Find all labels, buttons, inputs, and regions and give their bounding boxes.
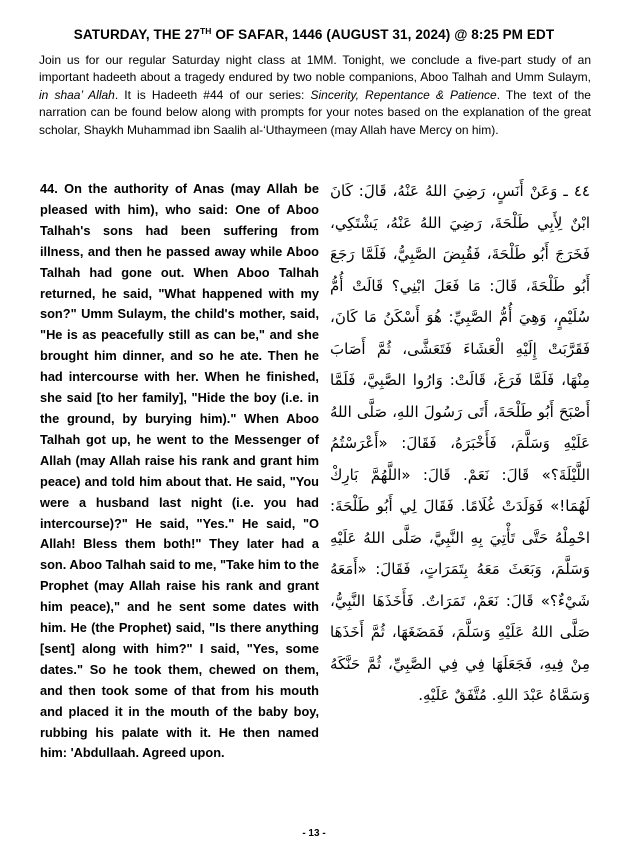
page-number: - 13 - — [302, 828, 326, 839]
title-date: SATURDAY, THE 27 — [73, 27, 200, 42]
hadeeth-english-text: 44. On the authority of Anas (may Allah be pleased with him), who said: One of Aboo Talhah's sons had been suffering from illness, and then he passed away while Aboo Talhah had gone out. When Aboo Talhah returned, he said, "What happened with my son?" Umm Sulaym, the child's mother, said, "He is as peacefully still as can be," and she brought him dinner, and so he ate. Then he had intercourse with her. When he finished, she said [to her family], "Hide the boy (i.e. in the ground, by burying him)." When Aboo Talhah got up, he went to the Messenger of Allah (may Allah raise his rank and grant him peace) and told him about that. He said, "You were a husband last night (i.e. you had intercourse)?" He said, "Yes." He said, "O Allah! Bless them both!" They later had a son. Aboo Talhah said to me, "Take him to the Prophet (may Allah raise his rank and grant him peace)," and he sent some dates with him. He (the Prophet) said, "Is there anything [sent] along with him?" I said, "Yes, some dates." So he took them, chewed on them, and then took some of that from his mouth and placed it in the mouth of the baby boy, rubbing his palate with it. He then named him: 'Abdullaah. Agreed upon. — [40, 181, 319, 761]
title-date-rest: OF SAFAR, 1446 (AUGUST 31, 2024) @ 8:25 PM EDT — [211, 27, 555, 42]
intro-text-1: Join us for our regular Saturday night class at 1MM. Tonight, we conclude a five-part study of an important hadeeth about a tragedy endured by two noble companions, Aboo Talhah and Umm Sulaym, — [39, 53, 591, 85]
intro-paragraph — [39, 52, 591, 139]
page-title — [20, 27, 608, 42]
series-name: Sincerity, Repentance & Patience — [310, 87, 497, 102]
intro-italic-phrase: in shaa’ Allah — [39, 87, 115, 102]
hadeeth-arabic-text: ٤٤ ـ وَعَنْ أَنَسٍ، رَضِيَ اللهُ عَنْهُ، قَالَ: كَانَ ابْنٌ لِأَبِي طَلْحَةَ، رَضِيَ اللهُ عَنْهُ، يَشْتَكِي، فَخَرَجَ أَبُو طَلْحَةَ، فَقُبِضَ الصَّبِيُّ، فَلَمَّا رَجَعَ أَبُو طَلْحَةَ، قَالَ: مَا فَعَلَ ابْنِي؟ قَالَتْ أُمُّ سُلَيْمٍ، وَهِيَ أُمُّ الصَّبِيِّ: هُوَ أَسْكَنُ مَا كَانَ، فَقَرَّبَتْ إِلَيْهِ الْعَشَاءَ فَتَعَشَّى، ثُمَّ أَصَابَ مِنْهَا، فَلَمَّا فَرَغَ، قَالَتْ: وَارُوا الصَّبِيَّ، فَلَمَّا أَصْبَحَ أَبُو طَلْحَةَ، أَتَى رَسُولَ اللهِ، صَلَّى اللهُ عَلَيْهِ وَسَلَّمَ، فَأَخْبَرَهُ، فَقَالَ: «أَعْرَسْتُمُ اللَّيْلَةَ؟» قَالَ: نَعَمْ. قَالَ: «اللَّهُمَّ بَارِكْ لَهُمَا!» فَوَلَدَتْ غُلَامًا. فَقَالَ لِي أَبُو طَلْحَةَ: احْمِلْهُ حَتَّى تَأْتِيَ بِهِ النَّبِيَّ، صَلَّى اللهُ عَلَيْهِ وَسَلَّمَ، وَبَعَثَ مَعَهُ بِتَمَرَاتٍ، فَقَالَ: «أَمَعَهُ شَيْءٌ؟» قَالَ: نَعَمْ، تَمَرَاتٌ. فَأَخَذَهَا النَّبِيُّ، صَلَّى اللهُ عَلَيْهِ وَسَلَّمَ، فَمَضَغَهَا، ثُمَّ أَخَذَهَا مِنْ فِيهِ، فَجَعَلَهَا فِي فِي الصَّبِيِّ، ثُمَّ حَنَّكَهُ وَسَمَّاهُ عَبْدَ اللهِ. مُتَّفَقٌ عَلَيْهِ. — [330, 182, 590, 704]
intro-text-2: . It is Hadeeth #44 of our series: — [114, 87, 311, 102]
title-ordinal-suffix: TH — [199, 26, 212, 36]
intro-text-3: . The text of the narration can be found below along with prompts for your notes based on the explanation of the great scholar, Shaykh Muhammad ibn Saalih al-‘Uthaymeen (may Allah have Mercy on him). — [39, 87, 591, 137]
